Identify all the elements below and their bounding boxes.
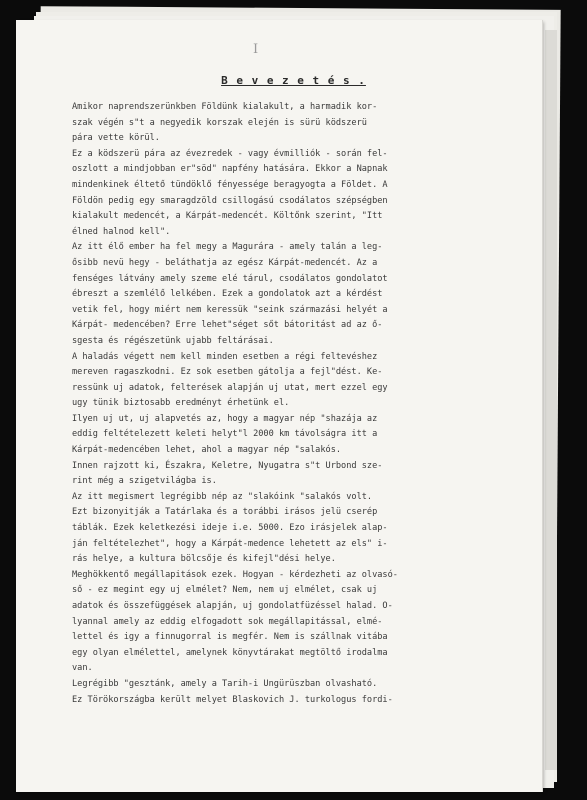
text-line: lettel és igy a finnugorral is megfér. Nem is szállnak vitába xyxy=(72,632,388,643)
text-line: sgesta és régészetünk ujabb feltárásai. xyxy=(72,335,274,346)
text-line: ugy tünik biztosabb eredményt érhetünk el. xyxy=(72,398,290,409)
page-edge xyxy=(545,30,557,770)
text-line: van. xyxy=(72,663,93,674)
text-line: mindenkinek éltető tündöklő fényessége beragyogta a Földet. A xyxy=(72,179,388,190)
text-line: táblák. Ezek keletkezési ideje i.e. 5000. Ezo irásjelek alap- xyxy=(72,523,388,534)
text-line: szak végén s"t a negyedik korszak elején is sürü ködszerü xyxy=(72,117,367,128)
text-line: A haladás végett nem kell minden esetben a régi feltevéshez xyxy=(72,351,378,362)
text-line: Kárpát-medencében lehet, ahol a magyar nép "salakós. xyxy=(72,445,342,456)
text-line: lyannal amely az eddig elfogadott sok megállapitással, elmé- xyxy=(72,616,383,627)
text-line: Ezt bizonyitják a Tatárlaka és a torábbi irásos jelü cserép xyxy=(72,507,378,518)
text-line: rint még a szigetvilágba is. xyxy=(72,476,217,487)
text-line: Ez Törökországba került melyet Blaskovich J. turkologus fordi- xyxy=(72,694,393,705)
text-line: élned halnod kell". xyxy=(72,226,171,237)
text-line: ján feltételezhet", hogy a Kárpát-medence lehetett az els" i- xyxy=(72,538,388,549)
text-line: eddig feltételezett keleti helyt"l 2000 km távolságra itt a xyxy=(72,429,378,440)
title-text: B e v e z e t é s . xyxy=(221,74,366,87)
text-line: Ilyen uj ut, uj alapvetés az, hogy a magyar nép "shazája az xyxy=(72,413,378,424)
text-line: Az itt élő ember ha fel megy a Magurára - amely talán a leg- xyxy=(72,242,383,253)
text-line: kialakult medencét, a Kárpát-medencét. Költőnk szerint, "Itt xyxy=(72,211,383,222)
text-line: Meghökkentő megállapitások ezek. Hogyan - kérdezheti az olvasó- xyxy=(72,569,398,580)
text-line: Kárpát- medencében? Erre lehet"séget sőt bátoritást ad az ő- xyxy=(72,320,383,331)
text-line: ősibb nevü hegy - beláthatja az egész Kárpát-medencét. Az a xyxy=(72,257,378,268)
text-line: Amikor naprendszerünkben Földünk kialakult, a harmadik kor- xyxy=(72,102,378,112)
text-line: vetik fel, hogy miért nem keressük "seink származási helyét a xyxy=(72,304,388,315)
text-line: ső - ez megint egy uj elmélet? Nem, nem uj elmélet, csak uj xyxy=(72,585,378,596)
typewritten-body xyxy=(72,100,502,708)
page-mark: I xyxy=(253,42,259,57)
document-title xyxy=(0,74,587,87)
text-line: egy olyan elmélettel, amelynek könyvtárakat megtöltő irodalma xyxy=(72,647,388,658)
text-line: Legrégibb "gesztánk, amely a Tarih-i Ungürüszban olvasható. xyxy=(72,678,378,689)
text-line: Földön pedig egy smaragdzöld csillogású csodálatos szépségben xyxy=(72,195,388,206)
text-line: Innen rajzott ki, Északra, Keletre, Nyugatra s"t Urbond sze- xyxy=(72,460,383,471)
text-line: Ez a ködszerü pára az évezredek - vagy évmilliók - során fel- xyxy=(72,148,388,159)
text-line: mereven ragaszkodni. Ez sok esetben gátolja a fejl"dést. Ke- xyxy=(72,367,383,378)
text-line: Az itt megismert legrégibb nép az "slakóink "salakós volt. xyxy=(72,491,373,502)
text-line: fenséges látvány amely szeme elé tárul, csodálatos gondolatot xyxy=(72,273,388,284)
text-line: oszlott a mindjobban er"söd" napfény hatására. Ekkor a Napnak xyxy=(72,164,388,175)
text-line: pára vette körül. xyxy=(72,133,160,144)
text-line: ébreszt a szemlélő lelkében. Ezek a gondolatok azt a kérdést xyxy=(72,289,383,300)
text-line: ressünk uj adatok, felterések alapján uj utat, mert ezzel egy xyxy=(72,382,388,393)
text-line: adatok és összefüggések alapján, uj gondolatfüzéssel halad. O- xyxy=(72,601,393,611)
text-line: rás helye, a kultura bölcsője és kifejl"dési helye. xyxy=(72,554,336,565)
